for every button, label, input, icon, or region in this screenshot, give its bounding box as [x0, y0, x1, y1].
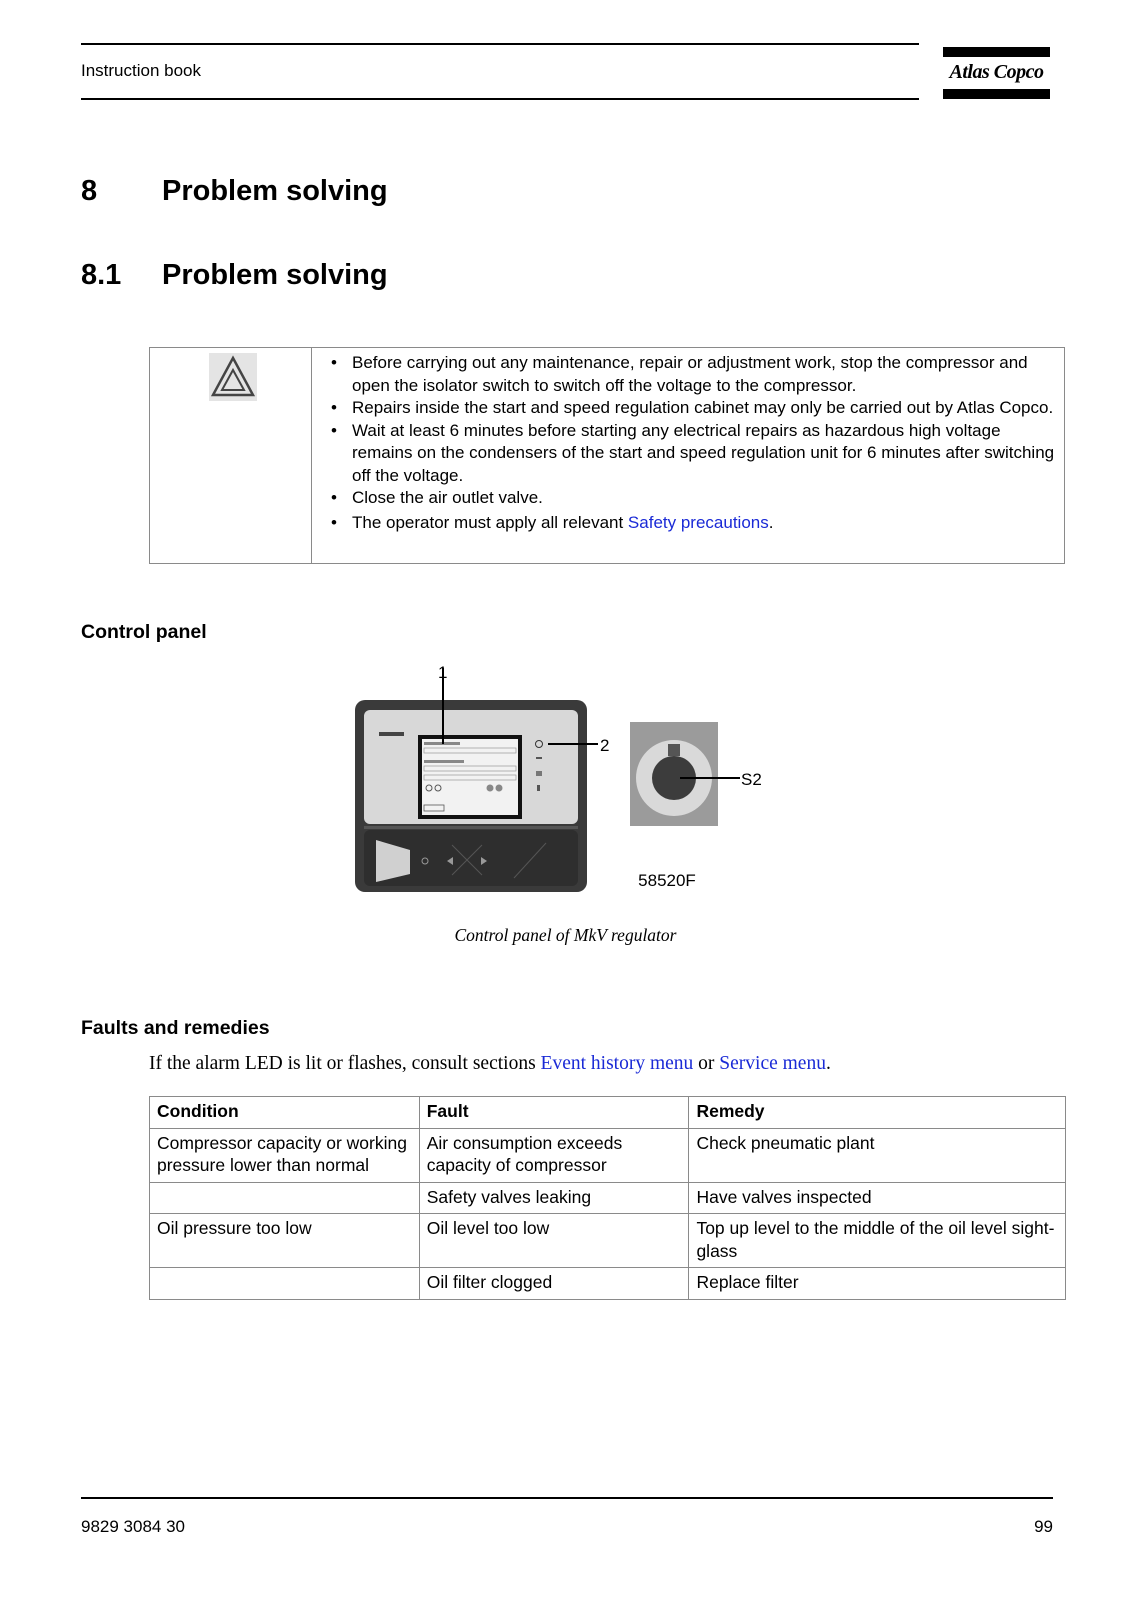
header-rule-bottom	[81, 98, 919, 100]
document-number: 9829 3084 30	[81, 1517, 185, 1536]
safety-warning-box	[149, 347, 1065, 564]
faults-intro	[149, 1053, 831, 1075]
safety-precautions-link[interactable]: Safety precautions	[627, 512, 769, 532]
column-header: Condition	[150, 1097, 420, 1129]
table-cell	[150, 1268, 420, 1300]
section-number: 8.1	[81, 259, 122, 291]
warning-item: • Repairs inside the start and speed regulation cabinet may only be carried out by Atlas Copco.	[322, 397, 1062, 420]
intro-text: .	[825, 1053, 831, 1074]
intro-text: or	[693, 1053, 720, 1074]
table-cell: Safety valves leaking	[419, 1182, 689, 1214]
warning-item-suffix: .	[768, 512, 774, 532]
table-row	[150, 1182, 1066, 1214]
atlas-copco-logo	[943, 47, 1050, 100]
page-number: 99	[1034, 1517, 1053, 1536]
table-header-row	[150, 1097, 1066, 1129]
table-cell: Check pneumatic plant	[689, 1128, 1066, 1182]
table-cell	[150, 1182, 420, 1214]
header-rule-top	[81, 43, 919, 45]
table-cell: Top up level to the middle of the oil level sight-glass	[689, 1214, 1066, 1268]
table-cell: Compressor capacity or working pressure lower than normal	[150, 1128, 420, 1182]
warning-item	[322, 512, 1062, 535]
column-header: Fault	[419, 1097, 689, 1129]
table-cell: Oil level too low	[419, 1214, 689, 1268]
chapter-title: Problem solving	[162, 175, 388, 207]
faults-table	[149, 1096, 1066, 1300]
header-title: Instruction book	[81, 61, 202, 80]
warning-item: • Wait at least 6 minutes before starting any electrical repairs as hazardous high voltage remains on the condensers of the start and speed regulation unit for 6 minutes after switching off the voltage.	[322, 420, 1062, 488]
faults-heading: Faults and remedies	[81, 1017, 270, 1039]
warning-item: • Before carrying out any maintenance, repair or adjustment work, stop the compressor and open the isolator switch to switch off the voltage to the compressor.	[322, 352, 1062, 397]
warning-list	[322, 352, 1062, 534]
figure-caption: Control panel of MkV regulator	[454, 925, 677, 945]
table-cell: Air consumption exceeds capacity of compressor	[419, 1128, 689, 1182]
control-panel-heading: Control panel	[81, 621, 207, 643]
chapter-number: 8	[81, 175, 98, 207]
table-row	[150, 1268, 1066, 1300]
table-row	[150, 1128, 1066, 1182]
warning-divider	[311, 348, 312, 563]
footer-rule	[81, 1497, 1053, 1499]
table-cell: Oil pressure too low	[150, 1214, 420, 1268]
service-menu-link[interactable]: Service menu	[719, 1053, 826, 1074]
callout-2: 2	[600, 736, 610, 755]
logo-wordmark: Atlas Copco	[949, 61, 1044, 83]
section-title: Problem solving	[162, 259, 388, 291]
control-panel-figure	[350, 660, 770, 900]
table-cell: Have valves inspected	[689, 1182, 1066, 1214]
table-row	[150, 1214, 1066, 1268]
column-header: Remedy	[689, 1097, 1066, 1129]
warning-item: • Close the air outlet valve.	[322, 487, 1062, 510]
callout-1: 1	[438, 663, 448, 682]
warning-item-text: The operator must apply all relevant	[352, 512, 628, 532]
table-cell: Oil filter clogged	[419, 1268, 689, 1300]
figure-code: 58520F	[638, 871, 696, 890]
table-cell: Replace filter	[689, 1268, 1066, 1300]
callout-s2: S2	[741, 770, 762, 789]
warning-triangle-icon	[209, 353, 257, 401]
intro-text: If the alarm LED is lit or flashes, consult sections	[149, 1053, 541, 1074]
event-history-menu-link[interactable]: Event history menu	[540, 1053, 694, 1074]
